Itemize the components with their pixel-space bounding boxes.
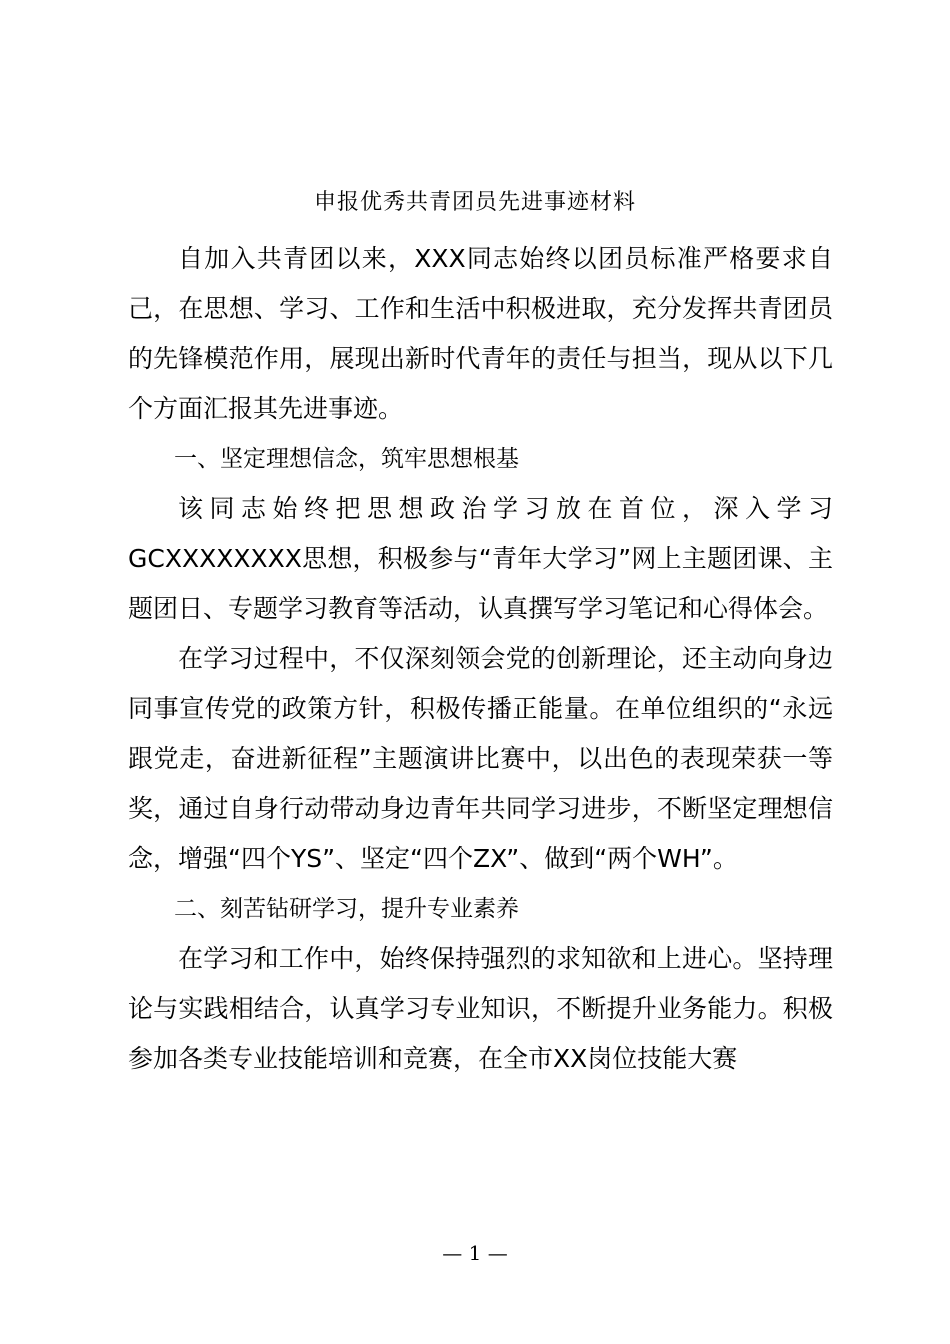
section-1-paragraph-2: 在学习过程中，不仅深刻领会党的创新理论，还主动向身边同事宣传党的政策方针，积极传播正能量。在单位组织的“永远跟党走，奋进新征程”主题演讲比赛中，以出色的表现荣获一等奖，通过自身行动带动身边青年共同学习进步，不断坚定理想信念，增强“四个YS”、坚定“四个ZX”、做到“两个WH”。 [128, 644, 833, 873]
document-title: 申报优秀共青团员先进事迹材料 [313, 190, 636, 215]
section-2-paragraph-1: 在学习和工作中，始终保持强烈的求知欲和上进心。坚持理论与实践相结合，认真学习专业知识，不断提升业务能力。积极参加各类专业技能培训和竞赛，在全市XX岗位技能大赛 [128, 944, 833, 1073]
section-1-paragraph-1: 该同志始终把思想政治学习放在首位，深入学习GCXXXXXXXX思想，积极参与“青年大学习”网上主题团课、主题团日、专题学习教育等活动，认真撰写学习笔记和心得体会。 [128, 494, 833, 623]
section-2-heading: 二、刻苦钻研学习，提升专业素养 [174, 896, 519, 922]
document-body [128, 234, 833, 1084]
section-1-heading: 一、坚定理想信念，筑牢思想根基 [174, 446, 519, 472]
intro-paragraph: 自加入共青团以来，XXX同志始终以团员标准严格要求自己，在思想、学习、工作和生活中积极进取，充分发挥共青团员的先锋模范作用，展现出新时代青年的责任与担当，现从以下几个方面汇报其先进事迹。 [128, 244, 833, 423]
page-number: — 1 — [442, 1241, 508, 1265]
